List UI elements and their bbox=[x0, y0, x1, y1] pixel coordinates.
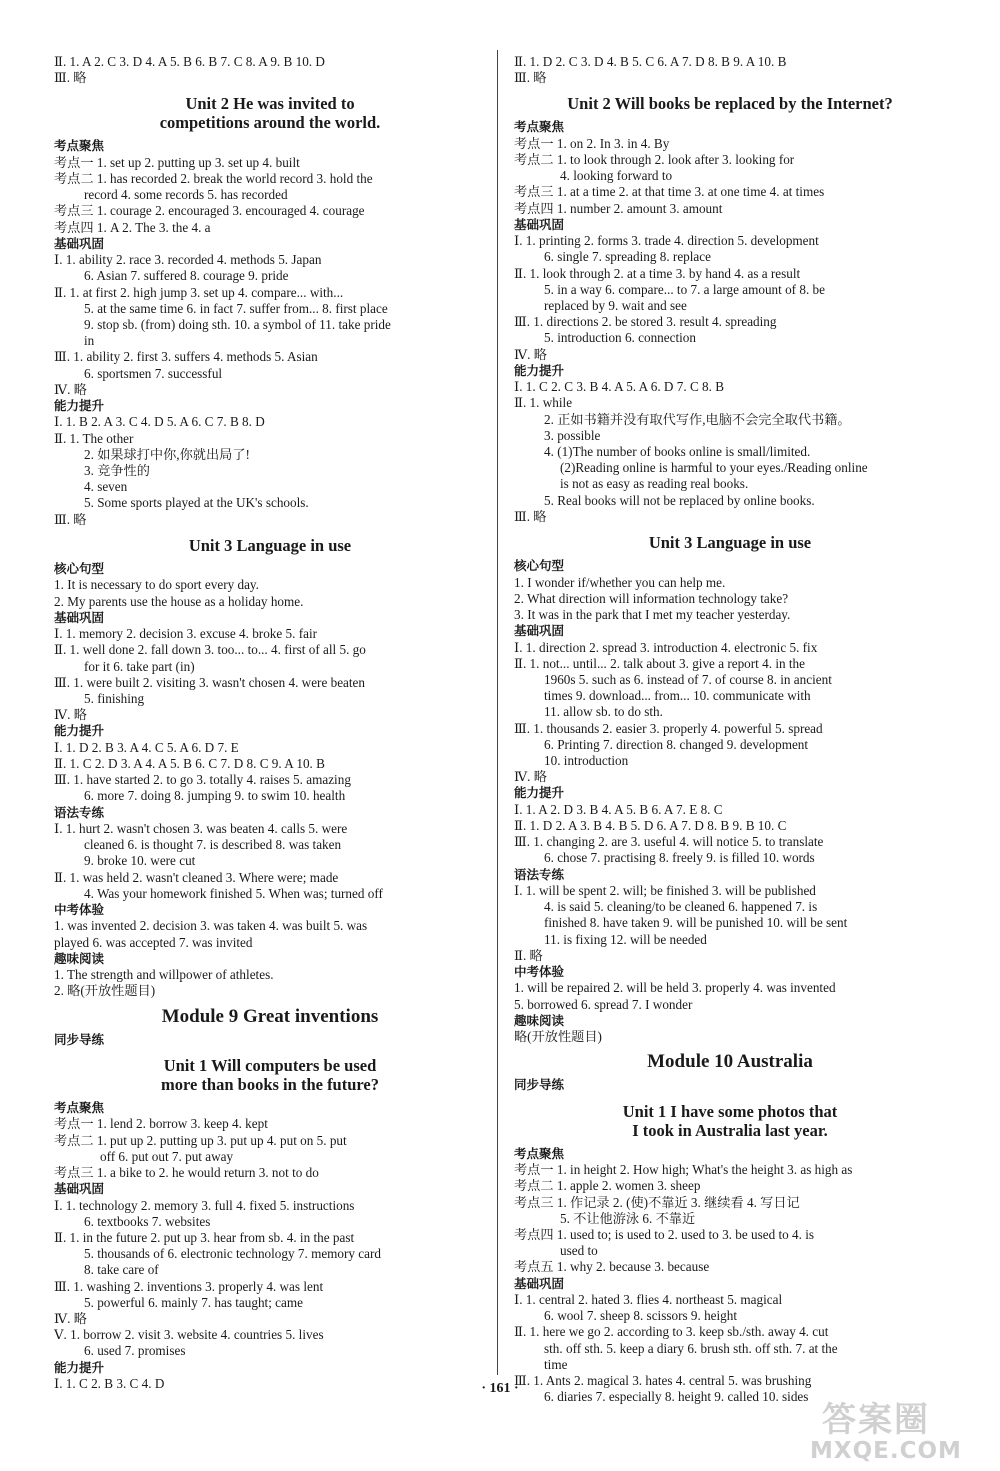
answer-line-continued: for it 6. take part (in) bbox=[84, 658, 195, 674]
answer-line-continued: 5. thousands of 6. electronic technology 7. memory card bbox=[84, 1246, 382, 1262]
right-column bbox=[514, 54, 946, 1405]
answer-line: Ⅱ. 1. The other bbox=[54, 430, 134, 446]
answer-line-continued: 5. at the same time 6. in fact 7. suffer from... 8. first place bbox=[84, 300, 388, 316]
answer-line: Ⅱ. 1. in the future 2. put up 3. hear from sb. 4. in the past bbox=[54, 1230, 355, 1246]
answer-line-continued: 2. 正如书籍并没有取代写作,电脑不会完全取代书籍。 bbox=[544, 411, 851, 427]
answer-line: Ⅱ. 1. C 2. D 3. A 4. A 5. B 6. C 7. D 8. C 9. A 10. B bbox=[54, 755, 325, 771]
answer-line-continued: time bbox=[544, 1356, 568, 1372]
answer-line-continued: times 9. download... from... 10. communicate with bbox=[544, 688, 811, 704]
answer-line: Ⅱ. 1. at first 2. high jump 3. set up 4. compare... with... bbox=[54, 284, 344, 300]
answer-line: Ⅳ. 略 bbox=[514, 346, 547, 362]
answer-line: Ⅱ. 1. D 2. A 3. B 4. B 5. D 6. A 7. D 8. B 9. B 10. C bbox=[514, 817, 787, 833]
answer-line-continued: record 4. some records 5. has recorded bbox=[84, 187, 288, 203]
answer-line-continued: 4. Was your homework finished 5. When was; turned off bbox=[84, 885, 383, 901]
answer-line-continued: 5. Real books will not be replaced by online books. bbox=[544, 492, 815, 508]
watermark-url: MXQE.COM bbox=[810, 1438, 962, 1464]
answer-line: 考点一 1. on 2. In 3. in 4. By bbox=[514, 135, 670, 151]
section-heading: 中考体验 bbox=[514, 963, 565, 979]
answer-line-continued: 4. (1)The number of books online is small/limited. bbox=[544, 444, 811, 460]
answer-line-continued: off 6. put out 7. put away bbox=[100, 1148, 234, 1164]
section-heading: 核心句型 bbox=[514, 558, 565, 574]
unit-title-line2: I took in Australia last year. bbox=[632, 1120, 828, 1140]
answer-line-continued: 2. 如果球打中你,你就出局了! bbox=[84, 446, 250, 462]
section-heading: 同步导练 bbox=[54, 1031, 105, 1047]
section-heading: 能力提升 bbox=[54, 723, 105, 739]
answer-line: Ⅲ. 1. Ants 2. magical 3. hates 4. central 5. was brushing bbox=[514, 1373, 812, 1389]
answer-line: Ⅱ. 1. not... until... 2. talk about 3. give a report 4. in the bbox=[514, 655, 805, 671]
answer-line: Ⅴ. 1. borrow 2. visit 3. website 4. countries 5. lives bbox=[54, 1327, 324, 1343]
answer-line: 1. I wonder if/whether you can help me. bbox=[514, 574, 726, 590]
answer-line-continued: 6. single 7. spreading 8. replace bbox=[544, 249, 711, 265]
section-heading: 考点聚焦 bbox=[54, 1100, 105, 1115]
answer-line-continued: 10. introduction bbox=[544, 752, 629, 768]
section-heading: 趣味阅读 bbox=[514, 1012, 565, 1028]
answer-line: 考点三 1. at a time 2. at that time 3. at one time 4. at times bbox=[514, 184, 825, 200]
answer-line: 考点四 1. used to; is used to 2. used to 3. be used to 4. is bbox=[514, 1227, 815, 1243]
answer-line: Ⅱ. 1. here we go 2. according to 3. keep sb./sth. away 4. cut bbox=[514, 1324, 829, 1340]
answer-line-continued: 5. 不让他游泳 6. 不靠近 bbox=[560, 1210, 696, 1226]
answer-line: Ⅰ. 1. C 2. C 3. B 4. A 5. A 6. D 7. C 8. B bbox=[514, 379, 725, 395]
answer-line: Ⅰ. 1. central 2. hated 3. flies 4. northeast 5. magical bbox=[514, 1292, 783, 1308]
answer-line: 略(开放性题目) bbox=[514, 1029, 602, 1045]
answer-line: Ⅲ. 略 bbox=[54, 70, 87, 86]
answer-line-continued: 6. sportsmen 7. successful bbox=[84, 365, 223, 381]
answer-line: Ⅱ. 1. was held 2. wasn't cleaned 3. Where were; made bbox=[54, 869, 339, 885]
answer-line: Ⅲ. 1. directions 2. be stored 3. result 4. spreading bbox=[514, 314, 777, 330]
answer-line: 3. It was in the park that I met my teacher yesterday. bbox=[514, 606, 791, 622]
answer-line: Ⅲ. 1. thousands 2. easier 3. properly 4. powerful 5. spread bbox=[514, 720, 823, 736]
answer-line: 考点二 1. has recorded 2. break the world record 3. hold the bbox=[54, 171, 373, 187]
answer-line-continued: (2)Reading online is harmful to your eyes./Reading online bbox=[560, 460, 868, 476]
unit-title: Unit 3 Language in use bbox=[188, 535, 352, 555]
unit-title-line2: competitions around the world. bbox=[159, 113, 381, 133]
answer-line-continued: finished 8. have taken 9. will be punished 10. will be sent bbox=[544, 915, 848, 931]
section-heading: 语法专练 bbox=[54, 804, 105, 820]
answer-line-continued: 9. broke 10. were cut bbox=[84, 853, 196, 869]
module-title: Module 9 Great inventions bbox=[161, 1005, 379, 1027]
answer-line-continued: 11. is fixing 12. will be needed bbox=[544, 931, 707, 947]
unit-title: Unit 1 I have some photos that bbox=[622, 1101, 838, 1121]
answer-line-continued: 8. take care of bbox=[84, 1262, 159, 1278]
section-heading: 考点聚焦 bbox=[514, 1145, 565, 1161]
answer-line: Ⅰ. 1. technology 2. memory 3. full 4. fixed 5. instructions bbox=[54, 1197, 355, 1213]
section-heading: 同步导练 bbox=[514, 1077, 565, 1093]
answer-line-continued: cleaned 6. is thought 7. is described 8. was taken bbox=[84, 837, 342, 853]
answer-line: Ⅰ. 1. A 2. D 3. B 4. A 5. B 6. A 7. E 8. C bbox=[514, 801, 723, 817]
answer-line: 考点三 1. a bike to 2. he would return 3. not to do bbox=[54, 1165, 319, 1181]
answer-line: Ⅱ. 1. D 2. C 3. D 4. B 5. C 6. A 7. D 8. B 9. A 10. B bbox=[514, 54, 787, 69]
answer-line-continued: 6. more 7. doing 8. jumping 9. to swim 10. health bbox=[84, 788, 346, 804]
section-heading: 能力提升 bbox=[514, 362, 565, 378]
answer-line: 1. The strength and willpower of athletes. bbox=[54, 967, 274, 983]
answer-line: 考点四 1. number 2. amount 3. amount bbox=[514, 200, 723, 216]
answer-line: Ⅳ. 略 bbox=[54, 707, 87, 723]
section-heading: 能力提升 bbox=[54, 1359, 105, 1375]
answer-line-continued: 6. diaries 7. especially 8. height 9. called 10. sides bbox=[544, 1389, 809, 1405]
answer-line: Ⅲ. 1. ability 2. first 3. suffers 4. methods 5. Asian bbox=[54, 349, 318, 365]
answer-line-continued: 6. Printing 7. direction 8. changed 9. development bbox=[544, 736, 809, 752]
answer-line: Ⅲ. 略 bbox=[54, 511, 87, 527]
section-heading: 基础巩固 bbox=[514, 216, 565, 232]
answer-line: Ⅲ. 1. washing 2. inventions 3. properly 4. was lent bbox=[54, 1278, 324, 1294]
answer-line: Ⅱ. 1. look through 2. at a time 3. by hand 4. as a result bbox=[514, 265, 801, 281]
answer-line: Ⅳ. 略 bbox=[514, 769, 547, 785]
answer-line-continued: 3. possible bbox=[544, 427, 601, 443]
answer-line-continued: 6. Asian 7. suffered 8. courage 9. pride bbox=[84, 268, 289, 284]
answer-line: 考点二 1. to look through 2. look after 3. looking for bbox=[514, 152, 795, 168]
answer-line: Ⅰ. 1. D 2. B 3. A 4. C 5. A 6. D 7. E bbox=[54, 739, 239, 755]
answer-line-continued: 9. stop sb. (from) doing sth. 10. a symbol of 11. take pride bbox=[84, 317, 391, 333]
section-heading: 基础巩固 bbox=[54, 235, 105, 251]
answer-line-continued: 5. introduction 6. connection bbox=[544, 330, 696, 346]
section-heading: 基础巩固 bbox=[54, 609, 105, 625]
answer-line-continued: 5. powerful 6. mainly 7. has taught; came bbox=[84, 1294, 304, 1310]
answer-line: 考点二 1. put up 2. putting up 3. put up 4. put on 5. put bbox=[54, 1132, 347, 1148]
answer-line-continued: 1960s 5. such as 6. instead of 7. of course 8. in ancient bbox=[544, 671, 832, 687]
answer-line-continued: 3. 竞争性的 bbox=[84, 463, 150, 479]
answer-line-continued: 4. looking forward to bbox=[560, 168, 673, 184]
answer-line: Ⅰ. 1. direction 2. spread 3. introduction 4. electronic 5. fix bbox=[514, 639, 818, 655]
answer-line: 1. will be repaired 2. will be held 3. properly 4. was invented bbox=[514, 980, 836, 996]
page-number: · 161 · bbox=[481, 1381, 519, 1396]
unit-title-line2: more than books in the future? bbox=[160, 1075, 380, 1094]
section-heading: 中考体验 bbox=[54, 901, 105, 917]
answer-line: 考点三 1. 作记录 2. (使)不靠近 3. 继续看 4. 写日记 bbox=[514, 1194, 800, 1210]
answer-line-continued: sth. off sth. 5. keep a diary 6. brush sth. off sth. 7. at the bbox=[544, 1340, 838, 1356]
answer-line-continued: 11. allow sb. to do sth. bbox=[544, 704, 663, 720]
watermark-logo-text: 答案圈 bbox=[822, 1400, 930, 1440]
answer-line-continued: replaced by 9. wait and see bbox=[544, 298, 687, 314]
answer-line: Ⅱ. 1. while bbox=[514, 395, 573, 411]
answer-line: 考点一 1. lend 2. borrow 3. keep 4. kept bbox=[54, 1116, 268, 1132]
section-heading: 能力提升 bbox=[514, 785, 565, 801]
answer-line: 考点一 1. set up 2. putting up 3. set up 4. built bbox=[54, 154, 300, 170]
answer-line-continued: 4. is said 5. cleaning/to be cleaned 6. happened 7. is bbox=[544, 899, 818, 915]
answer-line: Ⅲ. 1. have started 2. to go 3. totally 4. raises 5. amazing bbox=[54, 772, 351, 788]
answer-line-continued: used to bbox=[560, 1243, 598, 1259]
answer-line: Ⅰ. 1. will be spent 2. will; be finished 3. will be published bbox=[514, 882, 816, 898]
answer-line: 1. was invented 2. decision 3. was taken 4. was built 5. was bbox=[54, 918, 368, 934]
answer-line-continued: in bbox=[84, 333, 95, 349]
answer-line: Ⅱ. 1. A 2. C 3. D 4. A 5. B 6. B 7. C 8. A 9. B 10. D bbox=[54, 54, 325, 69]
section-heading: 基础巩固 bbox=[514, 623, 565, 639]
answer-line: 2. What direction will information technology take? bbox=[514, 590, 789, 606]
answer-line: Ⅰ. 1. printing 2. forms 3. trade 4. direction 5. development bbox=[514, 233, 819, 249]
answer-line-continued: 6. chose 7. practising 8. freely 9. is filled 10. words bbox=[544, 850, 815, 866]
answer-line: Ⅳ. 略 bbox=[54, 381, 87, 397]
answer-line: 考点四 1. A 2. The 3. the 4. a bbox=[54, 219, 211, 235]
answer-line: Ⅲ. 1. changing 2. are 3. useful 4. will notice 5. to translate bbox=[514, 834, 824, 850]
answer-line: Ⅰ. 1. B 2. A 3. C 4. D 5. A 6. C 7. B 8. D bbox=[54, 414, 265, 430]
answer-line: 2. 略(开放性题目) bbox=[54, 983, 156, 999]
answer-line: 2. My parents use the house as a holiday home. bbox=[54, 593, 304, 609]
answer-line-continued: 6. textbooks 7. websites bbox=[84, 1213, 211, 1229]
unit-title: Unit 3 Language in use bbox=[648, 533, 812, 553]
answer-line: Ⅲ. 1. were built 2. visiting 3. wasn't chosen 4. were beaten bbox=[54, 674, 366, 690]
section-heading: 核心句型 bbox=[54, 560, 105, 576]
answer-line: Ⅰ. 1. C 2. B 3. C 4. D bbox=[54, 1376, 165, 1392]
answer-line: 考点一 1. in height 2. How high; What's the height 3. as high as bbox=[514, 1162, 853, 1178]
answer-line-continued: 5. Some sports played at the UK's schools. bbox=[84, 495, 309, 511]
unit-title: Unit 2 He was invited to bbox=[185, 94, 355, 114]
module-title: Module 10 Australia bbox=[647, 1051, 813, 1073]
answer-line: Ⅲ. 略 bbox=[514, 508, 547, 524]
answer-line: 考点五 1. why 2. because 3. because bbox=[514, 1259, 710, 1275]
answer-line-continued: 6. used 7. promises bbox=[84, 1343, 186, 1359]
answer-line: 考点二 1. apple 2. women 3. sheep bbox=[514, 1178, 701, 1194]
answer-line: Ⅱ. 1. well done 2. fall down 3. too... to... 4. first of all 5. go bbox=[54, 642, 366, 658]
answer-line: Ⅱ. 略 bbox=[514, 947, 543, 963]
column-divider bbox=[497, 50, 498, 1375]
section-heading: 考点聚焦 bbox=[514, 119, 565, 135]
answer-line-continued: 6. wool 7. sheep 8. scissors 9. height bbox=[544, 1308, 738, 1324]
section-heading: 语法专练 bbox=[514, 866, 565, 882]
unit-title: Unit 2 Will books be replaced by the Internet? bbox=[567, 94, 893, 114]
answer-line: played 6. was accepted 7. was invited bbox=[54, 934, 253, 950]
section-heading: 基础巩固 bbox=[54, 1181, 105, 1197]
answer-line-continued: 4. seven bbox=[84, 479, 128, 495]
answer-line-continued: is not as easy as reading real books. bbox=[560, 476, 749, 492]
answer-line: 考点三 1. courage 2. encouraged 3. encouraged 4. courage bbox=[54, 203, 365, 219]
section-heading: 考点聚焦 bbox=[54, 138, 105, 154]
left-column bbox=[54, 54, 486, 1392]
section-heading: 能力提升 bbox=[54, 398, 105, 414]
section-heading: 趣味阅读 bbox=[54, 950, 105, 966]
answer-line: Ⅳ. 略 bbox=[54, 1311, 87, 1327]
answer-line: Ⅰ. 1. hurt 2. wasn't chosen 3. was beaten 4. calls 5. were bbox=[54, 820, 348, 836]
answer-line: Ⅲ. 略 bbox=[514, 70, 547, 86]
answer-line-continued: 5. in a way 6. compare... to 7. a large amount of 8. be bbox=[544, 281, 826, 297]
answer-line: 5. borrowed 6. spread 7. I wonder bbox=[514, 996, 693, 1012]
answer-line: Ⅰ. 1. ability 2. race 3. recorded 4. methods 5. Japan bbox=[54, 252, 322, 268]
answer-line: 1. It is necessary to do sport every day. bbox=[54, 577, 259, 593]
answer-line: Ⅰ. 1. memory 2. decision 3. excuse 4. broke 5. fair bbox=[54, 626, 318, 642]
section-heading: 基础巩固 bbox=[514, 1275, 565, 1291]
unit-title: Unit 1 Will computers be used bbox=[163, 1056, 377, 1075]
watermark-logo bbox=[810, 1392, 985, 1467]
answer-line-continued: 5. finishing bbox=[84, 690, 145, 706]
